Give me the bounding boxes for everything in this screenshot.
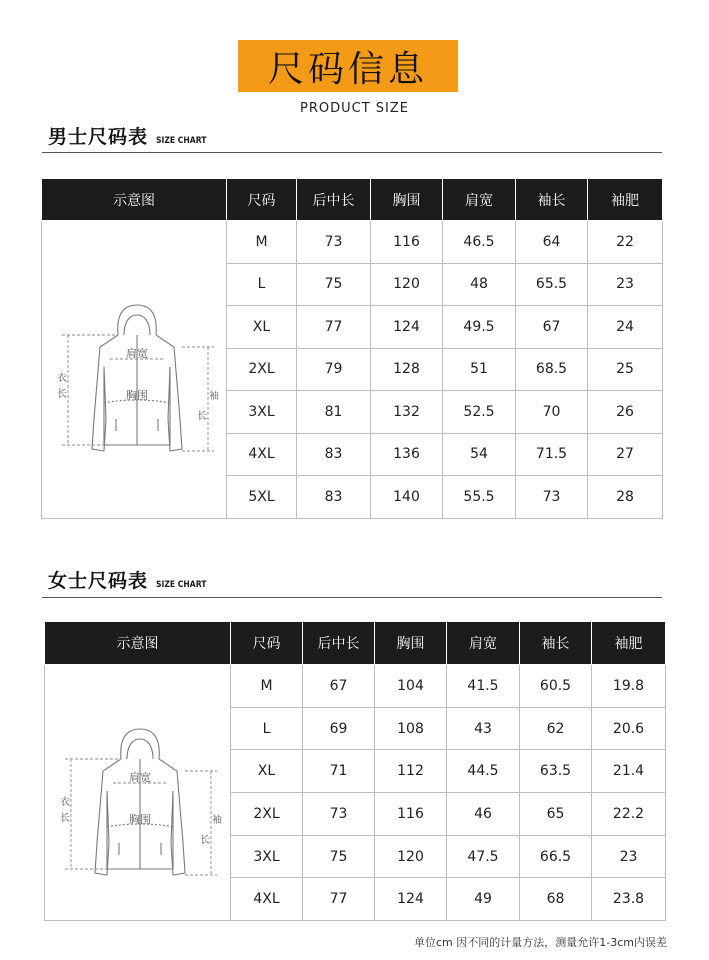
cell-sleeve-length: 71.5 bbox=[516, 433, 588, 476]
cell-shoulder: 48 bbox=[443, 263, 516, 306]
cell-size: 3XL bbox=[227, 391, 297, 434]
diagram-cell bbox=[42, 221, 227, 519]
men-section-heading bbox=[48, 122, 215, 149]
cell-sleeve-width: 24 bbox=[588, 306, 663, 349]
cell-shoulder: 43 bbox=[447, 707, 520, 750]
cell-size: M bbox=[227, 221, 297, 264]
header-chest: 胸围 bbox=[371, 179, 443, 221]
cell-sleeve-length: 70 bbox=[516, 391, 588, 434]
women-title: 女士尺码表 bbox=[48, 570, 149, 592]
diagram-cell bbox=[45, 665, 231, 921]
cell-chest: 104 bbox=[375, 665, 447, 708]
cell-chest: 112 bbox=[375, 750, 447, 793]
cell-shoulder: 49 bbox=[447, 878, 520, 921]
jacket-diagram bbox=[45, 693, 230, 893]
cell-back-length: 83 bbox=[297, 476, 371, 519]
cell-sleeve-length: 68 bbox=[520, 878, 592, 921]
header-chest: 胸围 bbox=[375, 622, 447, 665]
table-row bbox=[42, 221, 663, 264]
cell-back-length: 81 bbox=[297, 391, 371, 434]
cell-size: XL bbox=[227, 306, 297, 349]
cell-size: 2XL bbox=[227, 348, 297, 391]
cell-sleeve-width: 22.2 bbox=[592, 793, 666, 836]
header-sleeve-width: 袖肥 bbox=[592, 622, 666, 665]
cell-sleeve-width: 27 bbox=[588, 433, 663, 476]
cell-chest: 124 bbox=[371, 306, 443, 349]
cell-sleeve-width: 23.8 bbox=[592, 878, 666, 921]
body-length-label-1: 衣 bbox=[57, 373, 67, 385]
cell-shoulder: 44.5 bbox=[447, 750, 520, 793]
shoulder-label: 肩宽 bbox=[129, 770, 151, 784]
cell-chest: 128 bbox=[371, 348, 443, 391]
cell-size: 3XL bbox=[231, 835, 303, 878]
cell-back-length: 75 bbox=[303, 835, 375, 878]
cell-sleeve-width: 20.6 bbox=[592, 707, 666, 750]
cell-sleeve-length: 66.5 bbox=[520, 835, 592, 878]
cell-size: L bbox=[227, 263, 297, 306]
cell-back-length: 73 bbox=[297, 221, 371, 264]
cell-back-length: 71 bbox=[303, 750, 375, 793]
table-row bbox=[45, 665, 666, 708]
cell-sleeve-width: 23 bbox=[588, 263, 663, 306]
cell-shoulder: 46 bbox=[447, 793, 520, 836]
header-diagram: 示意图 bbox=[42, 179, 227, 221]
sleeve-length-label-2: 长 bbox=[200, 834, 210, 846]
cell-chest: 132 bbox=[371, 391, 443, 434]
cell-shoulder: 41.5 bbox=[447, 665, 520, 708]
header-back-length: 后中长 bbox=[303, 622, 375, 665]
cell-chest: 116 bbox=[375, 793, 447, 836]
cell-back-length: 83 bbox=[297, 433, 371, 476]
cell-sleeve-width: 28 bbox=[588, 476, 663, 519]
cell-sleeve-length: 68.5 bbox=[516, 348, 588, 391]
cell-sleeve-width: 19.8 bbox=[592, 665, 666, 708]
cell-chest: 120 bbox=[371, 263, 443, 306]
banner-subtitle: PRODUCT SIZE bbox=[300, 101, 409, 116]
header-sleeve-length: 袖长 bbox=[516, 179, 588, 221]
cell-shoulder: 51 bbox=[443, 348, 516, 391]
cell-sleeve-length: 60.5 bbox=[520, 665, 592, 708]
cell-chest: 116 bbox=[371, 221, 443, 264]
cell-sleeve-length: 65.5 bbox=[516, 263, 588, 306]
body-length-label-2: 长 bbox=[60, 812, 70, 824]
cell-shoulder: 49.5 bbox=[443, 306, 516, 349]
header-sleeve-width: 袖肥 bbox=[588, 179, 663, 221]
cell-chest: 120 bbox=[375, 835, 447, 878]
cell-shoulder: 55.5 bbox=[443, 476, 516, 519]
sleeve-length-label-1: 袖 bbox=[212, 814, 222, 826]
jacket-diagram bbox=[42, 269, 227, 469]
body-length-label-1: 衣 bbox=[60, 796, 70, 808]
men-divider bbox=[42, 152, 662, 153]
cell-back-length: 69 bbox=[303, 707, 375, 750]
men-title: 男士尺码表 bbox=[48, 126, 149, 148]
header-sleeve-length: 袖长 bbox=[520, 622, 592, 665]
cell-shoulder: 46.5 bbox=[443, 221, 516, 264]
cell-sleeve-length: 67 bbox=[516, 306, 588, 349]
measurement-footnote: 单位cm 因不同的计量方法，测量允许1-3cm内误差 bbox=[414, 936, 667, 949]
cell-size: 4XL bbox=[227, 433, 297, 476]
body-length-label-2: 长 bbox=[57, 389, 67, 401]
cell-shoulder: 47.5 bbox=[447, 835, 520, 878]
header-diagram: 示意图 bbox=[45, 622, 231, 665]
shoulder-label: 肩宽 bbox=[126, 347, 148, 361]
cell-shoulder: 52.5 bbox=[443, 391, 516, 434]
header-size: 尺码 bbox=[231, 622, 303, 665]
chest-label: 胸围 bbox=[126, 389, 148, 403]
cell-sleeve-length: 64 bbox=[516, 221, 588, 264]
women-subtitle: SIZE CHART bbox=[156, 580, 207, 590]
sleeve-length-label-2: 长 bbox=[197, 411, 207, 423]
men-header-row bbox=[42, 179, 663, 221]
women-header-row bbox=[45, 622, 666, 665]
cell-back-length: 77 bbox=[297, 306, 371, 349]
cell-size: 2XL bbox=[231, 793, 303, 836]
page-banner bbox=[238, 40, 458, 92]
men-size-table bbox=[41, 178, 663, 519]
header-shoulder: 肩宽 bbox=[443, 179, 516, 221]
cell-sleeve-width: 26 bbox=[588, 391, 663, 434]
cell-size: M bbox=[231, 665, 303, 708]
sleeve-length-label-1: 袖 bbox=[209, 391, 219, 403]
cell-back-length: 73 bbox=[303, 793, 375, 836]
cell-sleeve-length: 73 bbox=[516, 476, 588, 519]
cell-shoulder: 54 bbox=[443, 433, 516, 476]
cell-chest: 140 bbox=[371, 476, 443, 519]
cell-sleeve-length: 65 bbox=[520, 793, 592, 836]
women-divider bbox=[42, 597, 662, 598]
cell-back-length: 75 bbox=[297, 263, 371, 306]
cell-chest: 136 bbox=[371, 433, 443, 476]
women-section-heading bbox=[48, 566, 215, 593]
cell-back-length: 67 bbox=[303, 665, 375, 708]
cell-back-length: 79 bbox=[297, 348, 371, 391]
header-shoulder: 肩宽 bbox=[447, 622, 520, 665]
men-subtitle: SIZE CHART bbox=[156, 136, 207, 146]
cell-sleeve-width: 25 bbox=[588, 348, 663, 391]
cell-back-length: 77 bbox=[303, 878, 375, 921]
cell-size: 5XL bbox=[227, 476, 297, 519]
cell-chest: 108 bbox=[375, 707, 447, 750]
cell-sleeve-width: 21.4 bbox=[592, 750, 666, 793]
header-back-length: 后中长 bbox=[297, 179, 371, 221]
cell-sleeve-length: 62 bbox=[520, 707, 592, 750]
chest-label: 胸围 bbox=[129, 812, 151, 826]
cell-size: L bbox=[231, 707, 303, 750]
cell-sleeve-width: 23 bbox=[592, 835, 666, 878]
women-size-table bbox=[44, 621, 666, 921]
cell-sleeve-length: 63.5 bbox=[520, 750, 592, 793]
header-size: 尺码 bbox=[227, 179, 297, 221]
cell-size: 4XL bbox=[231, 878, 303, 921]
banner-title: 尺码信息 bbox=[267, 48, 428, 90]
cell-chest: 124 bbox=[375, 878, 447, 921]
cell-size: XL bbox=[231, 750, 303, 793]
cell-sleeve-width: 22 bbox=[588, 221, 663, 264]
